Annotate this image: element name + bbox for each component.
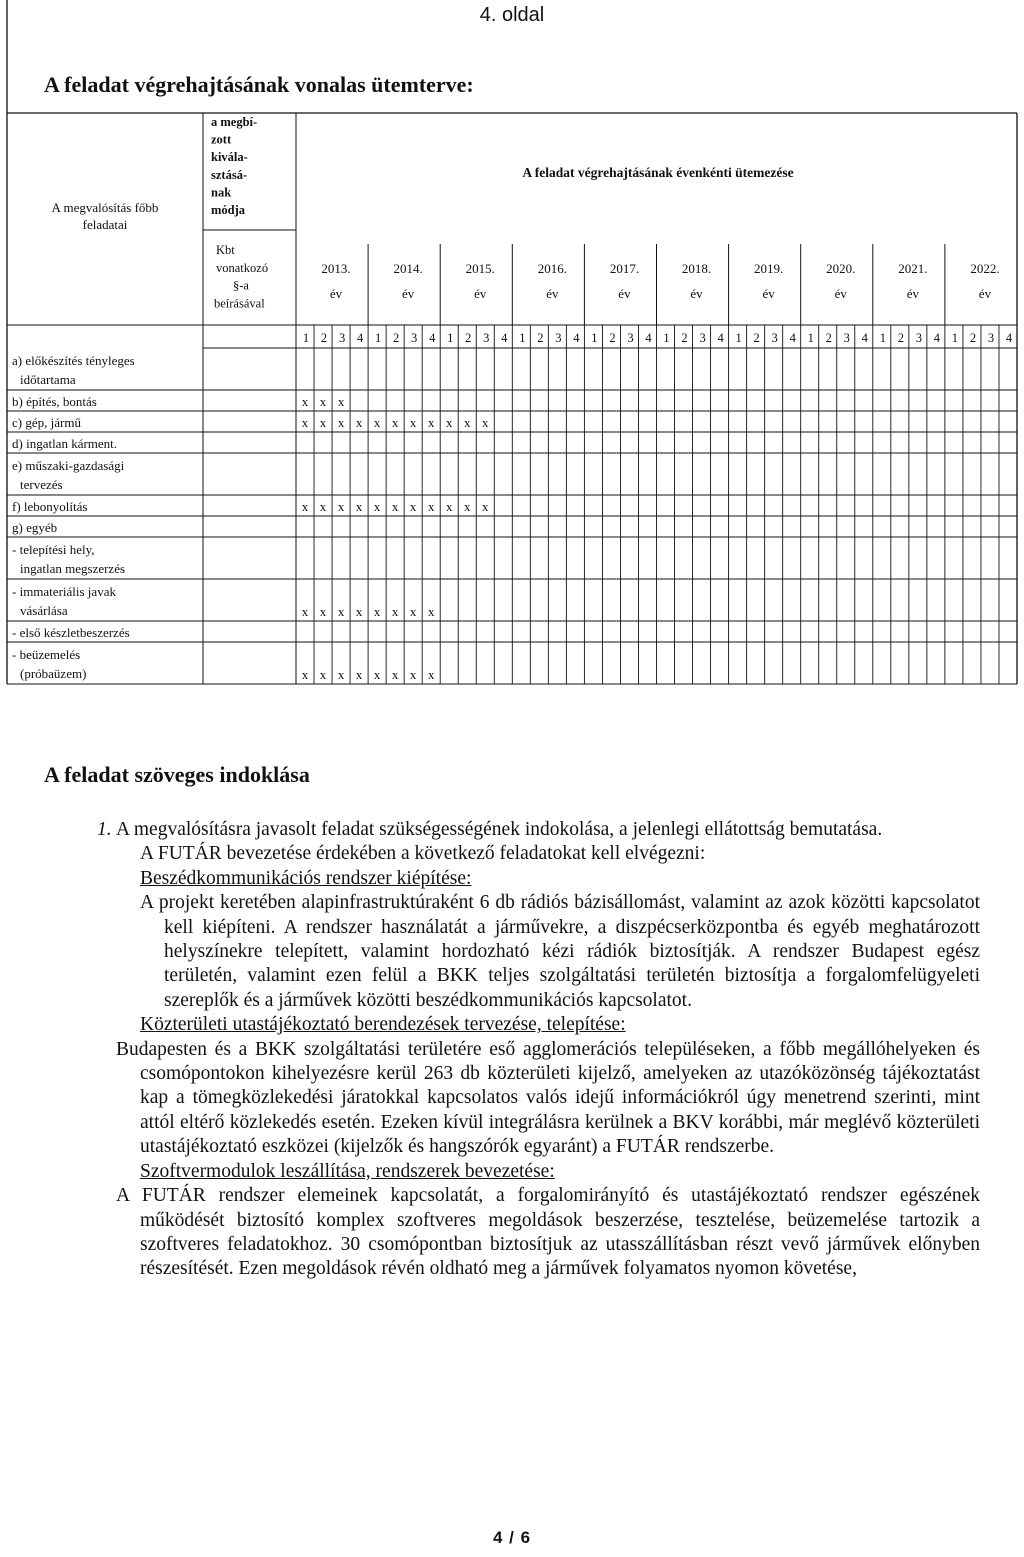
justification-item — [97, 818, 980, 842]
year-label: 2021. — [898, 261, 928, 276]
year-suffix: év — [690, 286, 703, 301]
schedule-mark: x — [373, 499, 381, 514]
schedule-mark: x — [301, 415, 309, 430]
schedule-mark: x — [463, 415, 471, 430]
quarter-label: 2 — [320, 331, 328, 345]
schedule-mark: x — [337, 499, 345, 514]
schedule-mark: x — [301, 604, 309, 619]
header-method: módja — [211, 203, 246, 217]
item-number: 1. — [97, 819, 112, 840]
page-number: 4 / 6 — [492, 1528, 532, 1547]
schedule-mark: x — [319, 604, 327, 619]
header-method: sztásá- — [211, 167, 248, 182]
schedule-mark: x — [409, 415, 417, 430]
schedule-mark: x — [319, 415, 327, 430]
quarter-label: 1 — [591, 331, 598, 345]
year-label: 2018. — [681, 261, 712, 276]
year-label: 2013. — [321, 261, 351, 276]
quarter-label: 2 — [681, 331, 688, 345]
schedule-mark: x — [355, 604, 363, 619]
schedule-mark: x — [301, 667, 309, 682]
schedule-mark: x — [337, 415, 345, 430]
schedule-mark: x — [445, 499, 453, 514]
year-label: 2020. — [826, 261, 856, 276]
row-label: - beüzemelés — [12, 647, 81, 662]
schedule-mark: x — [409, 604, 417, 619]
quarter-label: 2 — [393, 331, 400, 345]
year-label: 2019. — [754, 261, 784, 276]
year-suffix: év — [618, 286, 631, 301]
quarter-label: 3 — [411, 331, 418, 345]
section-text: A projekt keretében alapinfrastruktúraként 6 db rádiós bázisállomást, valamint az azok közötti kapcsolatot kell kiépíteni. A rendszer használatát a járművekre, a diszpécserközpontba és egyéb meghatározott helyszínekre telepített, valamint hordozható kézi rádiók biztosítják. A rendszer Budapest egész területén, valamint ezen felül a BKK teljes szolgáltatási területén biztosítja a forgalomfelügyeleti szereplők és a járművek közötti beszédkommunikációs kapcsolatot. — [140, 892, 980, 1011]
quarter-label: 1 — [374, 331, 382, 345]
quarter-label: 3 — [771, 331, 778, 345]
schedule-mark: x — [409, 499, 417, 514]
schedule-mark: x — [427, 499, 435, 514]
row-label: b) építés, bontás — [12, 394, 97, 409]
schedule-mark: x — [337, 667, 345, 682]
section-heading — [116, 1013, 980, 1037]
section-heading-text: Szoftvermodulok leszállítása, rendszerek bevezetése: — [140, 1160, 555, 1182]
justification-title: A feladat szöveges indoklása — [44, 762, 310, 787]
quarter-label: 4 — [789, 331, 796, 345]
schedule-mark: x — [427, 604, 435, 619]
quarter-label: 1 — [663, 331, 670, 345]
schedule-mark: x — [391, 604, 399, 619]
schedule-mark: x — [355, 499, 363, 514]
header-method: nak — [211, 185, 232, 200]
schedule-mark: x — [427, 415, 435, 430]
page-header: 4. oldal — [479, 4, 545, 26]
quarter-label: 3 — [915, 331, 922, 345]
quarter-label: 1 — [519, 331, 526, 345]
quarter-label: 1 — [879, 331, 886, 345]
row-label: e) műszaki-gazdasági — [12, 458, 125, 473]
quarter-label: 2 — [969, 331, 977, 345]
quarter-label: 3 — [627, 331, 634, 345]
quarter-label: 1 — [302, 331, 310, 345]
year-suffix: év — [402, 286, 415, 301]
quarter-label: 2 — [897, 331, 904, 345]
header-method: a megbí- — [211, 115, 258, 129]
schedule-mark: x — [373, 604, 381, 619]
quarter-label: 4 — [573, 331, 580, 345]
quarter-label: 1 — [951, 331, 959, 345]
year-label: 2016. — [537, 261, 567, 276]
schedule-mark: x — [391, 499, 399, 514]
section-heading — [116, 867, 980, 891]
row-label: c) gép, jármű — [12, 415, 81, 430]
row-label: időtartama — [20, 372, 76, 387]
year-suffix: év — [978, 286, 992, 301]
quarter-label: 2 — [609, 331, 616, 345]
schedule-table — [0, 0, 1024, 720]
quarter-label: 4 — [1005, 331, 1013, 345]
row-label: tervezés — [20, 477, 63, 492]
row-label: vásárlása — [20, 603, 68, 618]
year-suffix: év — [329, 286, 343, 301]
quarter-label: 3 — [555, 331, 562, 345]
section-text: Budapesten és a BKK szolgáltatási területére eső agglomerációs településeken, a főbb megállóhelyeken és csomópontokon kihelyezésre kerül 263 db közterületi kijelző, amelyeken az utazóközönség tájékoztatást kap a tömegközlekedési járatokkal kapcsolatos valós idejű információkról úgy menetrend szerinti, mint attól eltérő közlekedés esetén. Ezeken kívül integrálásra kerülnek a BKV korábbi, már meglévő közterületi utastájékoztató eszközei (kijelzők és hangszórók egyaránt) a FUTÁR rendszerbe. — [116, 1038, 980, 1158]
header-tasks: A megvalósítás főbb — [51, 200, 159, 215]
quarter-label: 3 — [843, 331, 850, 345]
section-text: A FUTÁR rendszer elemeinek kapcsolatát, a forgalomirányító és utastájékoztató rendszer egészének működését biztosító komplex szoftveres megoldások beszerzése, tesztelése, beüzemelése tartozik a szoftveres feladatokhoz. 30 csomópontban biztosítjuk az utasszállításban részt vevő járművek előnyben részesítését. Ezen megoldások révén oldható meg a járművek folyamatos nyomon követése, — [116, 1185, 980, 1280]
year-label: 2017. — [609, 261, 640, 276]
year-suffix: év — [906, 286, 919, 301]
quarter-label: 2 — [465, 331, 472, 345]
header-kbt: vonatkozó — [216, 260, 269, 275]
header-kbt: §-a — [233, 278, 249, 293]
quarter-label: 1 — [807, 331, 814, 345]
header-years: A feladat végrehajtásának évenkénti ütemezése — [522, 165, 794, 180]
year-label: 2014. — [393, 261, 423, 276]
quarter-label: 3 — [338, 331, 346, 345]
section-heading-text: Közterületi utastájékoztató berendezések tervezése, telepítése: — [140, 1014, 626, 1036]
schedule-mark: x — [482, 499, 489, 514]
quarter-label: 4 — [356, 331, 364, 345]
schedule-mark: x — [373, 415, 381, 430]
schedule-mark: x — [301, 394, 309, 409]
quarter-label: 1 — [447, 331, 454, 345]
quarter-label: 2 — [753, 331, 760, 345]
schedule-mark: x — [319, 394, 327, 409]
header-tasks: feladatai — [82, 217, 128, 232]
schedule-mark: x — [319, 499, 327, 514]
quarter-label: 3 — [483, 331, 490, 345]
quarter-label: 4 — [861, 331, 868, 345]
row-label: a) előkészítés tényleges — [12, 353, 135, 368]
schedule-mark: x — [319, 667, 327, 682]
quarter-label: 2 — [537, 331, 544, 345]
year-suffix: év — [474, 286, 487, 301]
item-heading: A megvalósításra javasolt feladat szükségességének indokolása, a jelenlegi ellátottság bemutatása. — [116, 819, 883, 840]
section-heading-text: Beszédkommunikációs rendszer kiépítése: — [140, 867, 472, 889]
row-label: (próbaüzem) — [20, 666, 87, 681]
schedule-mark: x — [482, 415, 489, 430]
year-suffix: év — [762, 286, 775, 301]
row-label: f) lebonyolítás — [12, 499, 88, 514]
row-label: - immateriális javak — [12, 584, 116, 599]
intro-text: A FUTÁR bevezetése érdekében a következő feladatokat kell elvégezni: — [140, 843, 706, 865]
year-label: 2015. — [465, 261, 495, 276]
schedule-mark: x — [445, 415, 453, 430]
schedule-mark: x — [301, 499, 309, 514]
quarter-label: 1 — [735, 331, 742, 345]
schedule-mark: x — [373, 667, 381, 682]
quarter-label: 3 — [699, 331, 706, 345]
header-kbt: Kbt — [216, 243, 235, 257]
row-label: ingatlan megszerzés — [20, 561, 126, 576]
schedule-mark: x — [391, 415, 399, 430]
row-label: g) egyéb — [12, 520, 58, 535]
row-label: d) ingatlan kárment. — [12, 436, 118, 451]
schedule-mark: x — [355, 667, 363, 682]
schedule-mark: x — [337, 394, 345, 409]
row-label: - telepítési hely, — [12, 542, 95, 557]
section-heading — [116, 1160, 980, 1184]
quarter-label: 4 — [645, 331, 652, 345]
schedule-mark: x — [355, 415, 363, 430]
quarter-label: 4 — [501, 331, 508, 345]
schedule-mark: x — [409, 667, 417, 682]
quarter-label: 2 — [825, 331, 832, 345]
quarter-label: 4 — [717, 331, 724, 345]
quarter-label: 4 — [429, 331, 436, 345]
schedule-mark: x — [463, 499, 471, 514]
justification-body — [97, 818, 980, 1282]
schedule-mark: x — [391, 667, 399, 682]
quarter-label: 3 — [987, 331, 995, 345]
header-method: kivála- — [211, 150, 248, 165]
year-suffix: év — [546, 286, 559, 301]
header-kbt: beírásával — [214, 296, 265, 311]
row-label: - első készletbeszerzés — [12, 625, 130, 640]
year-suffix: év — [834, 286, 847, 301]
schedule-mark: x — [337, 604, 345, 619]
schedule-mark: x — [427, 667, 435, 682]
year-label: 2022. — [970, 261, 1000, 276]
header-method: zott — [211, 132, 232, 147]
schedule-title: A feladat végrehajtásának vonalas ütemterve: — [44, 72, 474, 97]
quarter-label: 4 — [933, 331, 941, 345]
